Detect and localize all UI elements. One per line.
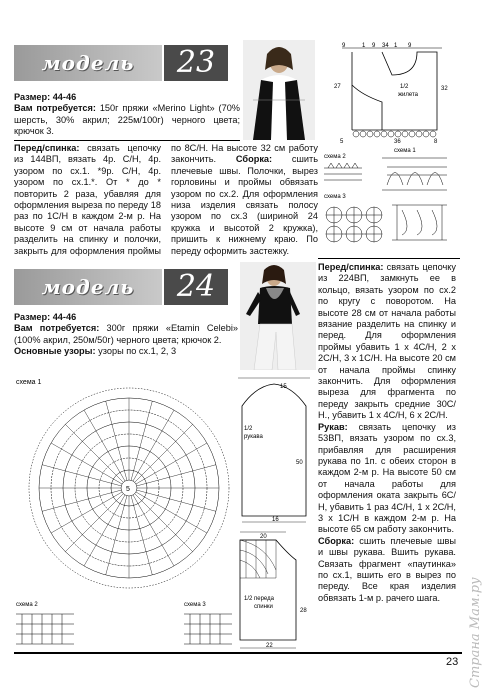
model-23-photo [243,40,315,140]
divider [318,258,460,259]
sleeve-half: 1/2 [244,426,253,432]
front-half: 1/2 переда [244,596,274,602]
model-24-sleeve-diagram [236,376,316,526]
model-24-assembly-label: Сборка: [318,535,355,546]
page-footer-line [14,652,462,654]
model-24-photo [240,262,316,370]
web-ray [131,496,152,575]
model-24-front-diagram [236,530,318,654]
page-number: 23 [446,656,459,668]
diagram-bottom-number: 5 [340,139,344,145]
model-23-assembly-text: сшить плечевые швы. Полочки, вырез горловины и проймы обвязать узором по сх.2. Для оформления низа изделия связать полосу узором по сх.3 (шириной 24 кружка и высотой 2 кружка), пришить к нижнему краю. По переду оформить застежку. [171,154,318,256]
model-24-number: 24 [164,269,228,305]
diagram-top-label: 9 [342,43,346,49]
diagram-half-label: 1/2 [400,84,409,90]
web-ray [131,401,152,480]
model-23-need-text: 150г пряжи «Merino Light» (70% шерсть, 30% акрил; 225м/100г) черного цвета; крючок 3. [14,103,240,137]
web-ray [135,494,193,552]
model-23-instructions [14,143,318,258]
model-24-scheme-1 [14,376,234,596]
back-label: спинки [254,604,273,610]
watermark-text: Страна Мам.ру [468,577,483,688]
model-24-sleeve-label: Рукав: [318,421,348,432]
model-24-patterns-text: узоры по сх.1, 2, 3 [98,346,177,357]
web-ray [106,401,127,480]
model-23-number: 23 [164,45,228,81]
diagram-top-label: 1 [394,43,398,49]
model-23-need-label: Вам потребуется: [14,103,96,114]
diagram-right-number: 32 [441,86,448,92]
diagram-bottom-number: 36 [394,139,401,145]
scheme-3-label: схема 3 [324,194,346,200]
diagram-bottom-number: 8 [434,139,438,145]
model-24-banner [14,269,214,305]
scheme-center-label: 5 [126,486,130,493]
diagram-top-label: 9 [408,43,412,49]
watermark [462,560,488,690]
model-24-need-text: 300г пряжи «Etamin Celebi» (100% акрил, 250м/50г) черного цвета; крючок 2. [14,323,238,345]
divider [14,140,240,141]
model-24-sleeve-text: связать цепочку из 53ВП, вязать узором по сх.3, прибавляя для расширения рукава по 1п. с обеих сторон в каждом 2-м р. На высоте 50 см от начала работы для оформления оката закрыть 6С/Н, убавить 1 раз 4С/Н, 1 х 2С/Н, 3 х 1С/Н в каждом 2-м р. На высоте 65 см работу закончить. [318,421,456,535]
diagram-top-label: 9 [372,43,376,49]
diagram-left-number: 27 [334,84,341,90]
web-ray [51,492,122,533]
scheme-3-label: схема 3 [184,602,206,608]
sleeve-label: рукава [244,434,263,440]
diagram-vest-label: жилета [398,92,419,98]
model-23-banner [14,45,214,81]
sleeve-height: 50 [296,460,303,466]
front-side: 28 [300,608,307,614]
model-23-size: Размер: 44-46 [14,92,77,102]
model-23-front-back-text: связать цепочку из 144ВП, вязать 4р. С/Н, 4р. узором по сх.1. *9р. С/Н, 4р. узором по сх.1.*. От * до * повторить 2 раза, убавляя для оформления выреза по переду 18 раз по 1С/Н в каждом 2-м р. На высоте 9 см от начала работы разделить на спинку и полочки, закрыть для оформления проймы по 8С/Н. На высоте 32 см работу закончить. [14,143,318,256]
web-ray [106,496,127,575]
model-24-patterns-label: Основные узоры: [14,346,96,357]
scheme-1-label: схема 1 [16,379,42,386]
model-24-specs [14,312,238,358]
model-23-label: модель [14,45,162,81]
model-23-assembly-label: Сборка: [235,154,273,165]
model-24-size: Размер: 44-46 [14,312,77,322]
model-24-front-back-text: связать цепочку из 224ВП, замкнуть ее в кольцо, вязать узором по сх.2 по кругу с поворотом. На высоте 28 см от начала работы вязание разделить на спинку и перед. Для оформления проймы убавить 1 х 4С/Н, 2 х 2С/Н, 3 х 1С/Н. На высоте 20 см от начала проймы спинку закончить. Для оформления выреза для фрагмента по переду закрыть средние 30С/Н., убавить 1 х 4С/Н, 6 х 2С/Н. [318,262,456,421]
sleeve-bottom: 16 [272,517,279,523]
diagram-top-label: 34 [382,43,389,49]
front-top: 20 [260,534,267,540]
model-24-assembly-text: сшить плечевые швы и швы рукава. Вшить рукава. Связать фрагмент «паутинка» по сх.1, вшить его в вырез по переду. Все края изделия обвязать 1-м р. рачего шага. [318,535,456,603]
web-ray [65,494,123,552]
model-23-front-back-label: Перед/спинка: [14,143,80,153]
web-ray [42,465,121,486]
web-ray [42,490,121,511]
model-24-label: модель [14,269,162,305]
front-bottom: 22 [266,643,273,649]
model-24-schemes-2-3 [14,598,234,648]
model-23-specs [14,92,240,138]
web-ray [137,490,216,511]
model-24-instructions [318,262,456,662]
model-24-need-label: Вам потребуется: [14,323,100,334]
sleeve-top: 15 [280,384,287,390]
web-ray [65,424,123,482]
web-ray [135,424,193,482]
scheme-2-label: схема 2 [324,154,346,160]
scheme-2-label: схема 2 [16,602,38,608]
web-ray [51,443,122,484]
diagram-top-label: 1 [362,43,366,49]
model-23-diagram [322,40,452,250]
web-ray [137,465,216,486]
scheme-1-label: схема 1 [394,148,416,154]
model-24-front-back-label: Перед/спинка: [318,262,384,272]
